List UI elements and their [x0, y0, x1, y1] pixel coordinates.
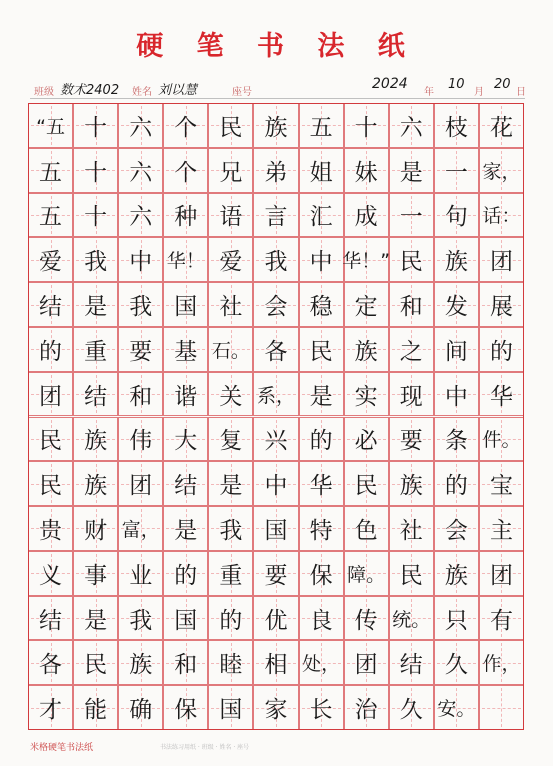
- grid-character: 国: [174, 294, 198, 321]
- grid-character: 结: [39, 294, 63, 321]
- grid-character: 姐: [309, 159, 333, 186]
- grid-character: 富，: [121, 518, 160, 541]
- grid-character: 和: [174, 652, 198, 679]
- grid-character: 民: [84, 652, 108, 679]
- grid-character: 团: [489, 562, 513, 589]
- grid-character: 是: [309, 383, 333, 410]
- grid-character: 的: [39, 338, 63, 365]
- grid-character: 族: [354, 338, 378, 365]
- grid-character: 是: [399, 159, 423, 186]
- grid-character: 的: [444, 473, 468, 500]
- grid-character: 兄: [219, 159, 243, 186]
- grid-character: 要: [264, 562, 288, 589]
- grid-character: 是: [84, 294, 108, 321]
- grid-character: 民: [39, 473, 63, 500]
- grid-character: 团: [489, 249, 513, 276]
- grid-character: 结: [399, 652, 423, 679]
- grid-frame: [28, 103, 524, 730]
- grid-character: 只: [444, 607, 468, 634]
- grid-character: 优: [264, 607, 288, 634]
- date-month: 10: [448, 77, 465, 92]
- grid-character: 发: [444, 294, 468, 321]
- grid-character: 一: [444, 159, 468, 186]
- grid-character: 团: [354, 652, 378, 679]
- grid-character: 种: [174, 204, 198, 231]
- grid-character: 弟: [264, 159, 288, 186]
- grid-character: 十: [84, 204, 108, 231]
- grid-character: 十: [84, 159, 108, 186]
- grid-character: 治: [354, 697, 378, 724]
- grid-character: 统。: [392, 608, 431, 631]
- grid-character: 华！: [166, 250, 205, 273]
- grid-character: 五: [39, 159, 63, 186]
- grid-character: 安。: [437, 698, 476, 721]
- grid-character: 的: [309, 428, 333, 455]
- grid-character: 谐: [174, 383, 198, 410]
- grid-character: 六: [129, 159, 153, 186]
- grid-character: 汇: [309, 204, 333, 231]
- grid-character: 之: [399, 338, 423, 365]
- grid-character: 六: [399, 114, 423, 141]
- grid-character: 我: [264, 249, 288, 276]
- grid-character: 系，: [256, 384, 295, 407]
- grid-character: 特: [309, 517, 333, 544]
- grid-character: 民: [399, 249, 423, 276]
- grid-character: “五: [36, 115, 65, 138]
- grid-character: 族: [84, 473, 108, 500]
- grid-character: 言: [264, 204, 288, 231]
- grid-character: 六: [129, 204, 153, 231]
- grid-character: 长: [309, 697, 333, 724]
- grid-character: 民: [354, 473, 378, 500]
- grid-character: 一: [399, 204, 423, 231]
- grid-character: 家，: [482, 160, 521, 183]
- grid-character: 国: [219, 697, 243, 724]
- grid-character: 中: [129, 249, 153, 276]
- grid-character: 民: [219, 114, 243, 141]
- grid-character: 华: [309, 473, 333, 500]
- grid-character: 是: [84, 607, 108, 634]
- grid-character: 有: [489, 607, 513, 634]
- grid-character: 十: [84, 114, 108, 141]
- grid-character: 爱: [219, 249, 243, 276]
- grid-character: 伟: [129, 428, 153, 455]
- grid-character: 才: [39, 697, 63, 724]
- grid-character: 睦: [219, 652, 243, 679]
- grid-character: 社: [219, 294, 243, 321]
- grid-character: 要: [399, 428, 423, 455]
- grid-character: 展: [489, 294, 513, 321]
- grid-character: 石。: [211, 339, 250, 362]
- grid-character: 会: [264, 294, 288, 321]
- grid-character: 贵: [39, 517, 63, 544]
- grid-character: 中: [264, 473, 288, 500]
- grid-character: 国: [264, 517, 288, 544]
- grid-character: 确: [129, 697, 153, 724]
- grid-character: 结: [174, 473, 198, 500]
- grid-character: 话：: [482, 205, 521, 228]
- grid-character: 业: [129, 562, 153, 589]
- grid-character: 和: [399, 294, 423, 321]
- grid-character: 个: [174, 114, 198, 141]
- class-value: 数术2402: [60, 83, 120, 98]
- grid-character: 间: [444, 338, 468, 365]
- grid-character: 传: [354, 607, 378, 634]
- grid-character: 大: [174, 428, 198, 455]
- page-title: 硬 笔 书 法 纸: [136, 31, 417, 62]
- grid-character: 能: [84, 697, 108, 724]
- grid-character: 结: [84, 383, 108, 410]
- grid-character: 义: [39, 562, 63, 589]
- year-label: 年: [424, 87, 434, 98]
- grid-character: 爱: [39, 249, 63, 276]
- id-label: 座号: [232, 87, 252, 98]
- grid-character: 我: [129, 607, 153, 634]
- grid-character: 我: [219, 517, 243, 544]
- grid-character: 妹: [354, 159, 378, 186]
- grid-character: 会: [444, 517, 468, 544]
- grid-character: 六: [129, 114, 153, 141]
- grid-character: 作，: [482, 653, 521, 676]
- grid-character: 我: [84, 249, 108, 276]
- grid-character: 五: [309, 114, 333, 141]
- grid-character: 族: [129, 652, 153, 679]
- grid-character: 十: [354, 114, 378, 141]
- header-info-row: [34, 78, 524, 100]
- grid-character: 的: [174, 562, 198, 589]
- grid-character: 我: [129, 294, 153, 321]
- grid-character: 稳: [309, 294, 333, 321]
- name-label: 姓名: [132, 87, 152, 98]
- grid-character: 重: [219, 562, 243, 589]
- grid-character: 结: [39, 607, 63, 634]
- date-day: 20: [494, 77, 511, 92]
- grid-character: 团: [129, 473, 153, 500]
- grid-character: 兴: [264, 428, 288, 455]
- grid-character: 是: [174, 517, 198, 544]
- grid-character: 家: [264, 697, 288, 724]
- grid-character: 现: [399, 383, 423, 410]
- grid-character: 的: [489, 338, 513, 365]
- grid-character: 社: [399, 517, 423, 544]
- grid-character: 族: [264, 114, 288, 141]
- grid-character: 障。: [347, 563, 386, 586]
- header-underline: [30, 98, 525, 99]
- grid-character: 基: [174, 338, 198, 365]
- grid-character: 相: [264, 652, 288, 679]
- day-label: 日: [516, 87, 526, 98]
- grid-character: 成: [354, 204, 378, 231]
- grid-character: 中: [444, 383, 468, 410]
- grid-character: 民: [309, 338, 333, 365]
- grid-character: 华！”: [342, 250, 391, 273]
- grid-character: 和: [129, 383, 153, 410]
- grid-character: 族: [84, 428, 108, 455]
- grid-character: 各: [264, 338, 288, 365]
- grid-character: 国: [174, 607, 198, 634]
- grid-character: 个: [174, 159, 198, 186]
- footer-brand: 米格硬笔书法纸: [30, 743, 94, 753]
- month-label: 月: [474, 87, 484, 98]
- grid-character: 族: [399, 473, 423, 500]
- grid-character: 条: [444, 428, 468, 455]
- grid-character: 花: [489, 114, 513, 141]
- grid-character: 处，: [302, 653, 341, 676]
- grid-character: 五: [39, 204, 63, 231]
- grid-character: 保: [309, 562, 333, 589]
- grid-character: 句: [444, 204, 468, 231]
- grid-character: 是: [219, 473, 243, 500]
- grid-character: 宝: [489, 473, 513, 500]
- grid-character: 定: [354, 294, 378, 321]
- grid-character: 主: [489, 517, 513, 544]
- grid-character: 久: [399, 697, 423, 724]
- grid-character: 各: [39, 652, 63, 679]
- grid-character: 必: [354, 428, 378, 455]
- grid-character: 语: [219, 204, 243, 231]
- grid-character: 事: [84, 562, 108, 589]
- grid-character: 枝: [444, 114, 468, 141]
- grid-character: 财: [84, 517, 108, 544]
- grid-character: 实: [354, 383, 378, 410]
- grid-character: 民: [399, 562, 423, 589]
- grid-character: 族: [444, 562, 468, 589]
- grid-character: 重: [84, 338, 108, 365]
- grid-character: 色: [354, 517, 378, 544]
- footer-small-print: 书法练习用纸 · 班级 · 姓名 · 座号: [160, 744, 250, 751]
- grid-character: 的: [219, 607, 243, 634]
- name-value: 刘以慧: [158, 83, 198, 98]
- grid-character: 民: [39, 428, 63, 455]
- grid-character: 复: [219, 428, 243, 455]
- grid-character: 关: [219, 383, 243, 410]
- grid-character: 保: [174, 697, 198, 724]
- grid-character: 良: [309, 607, 333, 634]
- grid-character: 久: [444, 652, 468, 679]
- grid-character: 族: [444, 249, 468, 276]
- grid-character: 件。: [482, 429, 521, 452]
- grid-character: 华: [489, 383, 513, 410]
- grid-character: 中: [309, 249, 333, 276]
- grid-character: 要: [129, 338, 153, 365]
- grid-character: 团: [39, 383, 63, 410]
- date-year: 2024: [372, 76, 408, 92]
- class-label: 班级: [34, 87, 54, 98]
